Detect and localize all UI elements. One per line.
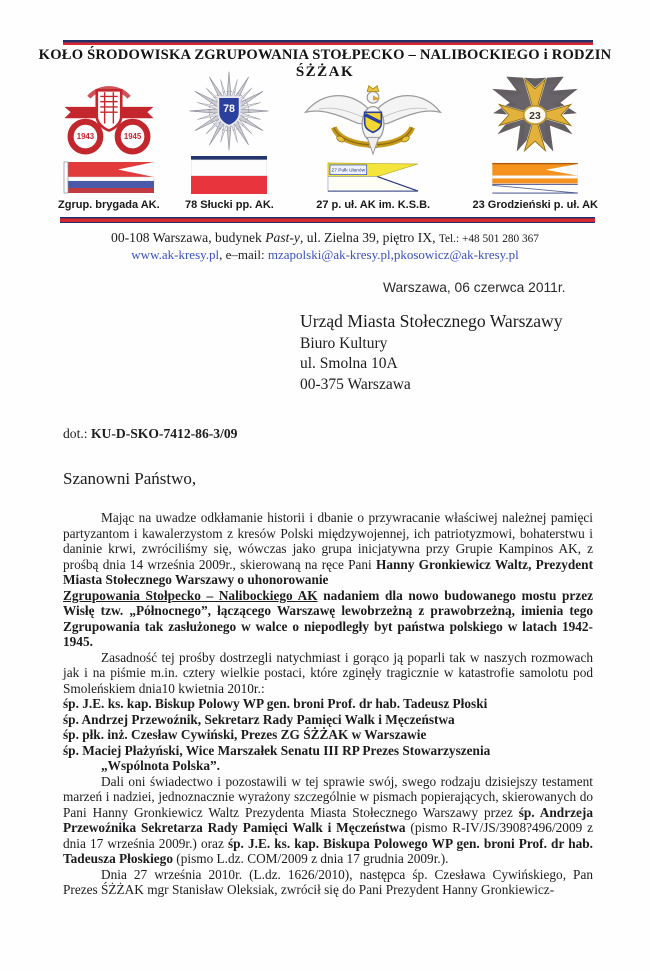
- list-item-cywinski: śp. płk. inż. Czesław Cywiński, Prezes ZG ŚŻŻAK w Warszawie: [63, 727, 427, 742]
- logo-caption: 23 Grodzieński p. uł. AK: [472, 199, 598, 211]
- letter-body: [63, 510, 593, 898]
- zgrup-brygada-pennant-icon: [62, 161, 156, 195]
- badge-number: 78: [223, 102, 236, 115]
- recipient-department: Biuro Kultury: [300, 334, 388, 352]
- logo-column-78-slucki: [185, 70, 274, 211]
- recipient-address-block: [300, 311, 650, 395]
- date-line: Warszawa, 06 czerwca 2011r.: [383, 280, 566, 295]
- polish-flag-icon: [191, 155, 267, 195]
- website-email-line: www.ak-kresy.pl, e–mail: mzapolski@ak-kresy.pl,pkosowicz@ak-kresy.pl: [131, 247, 519, 262]
- recipient-street: ul. Smolna 10A: [300, 355, 398, 372]
- badge-year-left: 1943: [76, 132, 94, 142]
- logo-caption: 27 p. uł. AK im. K.S.B.: [316, 199, 431, 211]
- paragraph-testament: Dali oni świadectwo i pozostawili w tej sprawie swój, swego rodzaju dzisiejszy testament marzeń i nadziei, jednoznacznie wyrażony szczególnie w pismach popierających, skierowanych do Pani Hanny Gronkiewicz Waltz Prezydenta Miasta Stołecznego Warszawy przez śp. Andrzeja Przewoźnika Sekretarza Rady Pamięci Walk i Męczeństwa (pismo R-IV/JS/3908?496/2009 z dnia 17 września 2009r.) oraz śp. J.E. ks. kap. Biskupa Polowego WP gen. broni Prof. dr hab. Tadeusza Płoskiego (pismo L.dz. COM/2009 z dnia 17 grudnia 2009r.).: [63, 773, 593, 866]
- organization-abbreviation: ŚŻŻAK: [295, 64, 355, 80]
- list-item-przewoznik: śp. Andrzej Przewoźnik, Sekretarz Rady Pamięci Walk i Męczeństwa: [63, 711, 455, 727]
- logo-column-zgrup-brygada: [58, 82, 160, 211]
- badge-number: 23: [529, 110, 542, 122]
- 78-slucki-star-badge-icon: [188, 70, 270, 152]
- recipient-city: 00-375 Warszawa: [300, 375, 411, 393]
- paragraph-oleksiak: Dnia 27 września 2010r. (L.dz. 1626/2010), następca śp. Czesława Cywińskiego, Pan Prezes ŚŻŻAK mgr Stanisław Oleksiak, zwrócił się do Pani Prezydent Hanny Gronkiewicz-: [63, 866, 593, 897]
- logo-column-23-grodzienski: [472, 71, 598, 211]
- recipient-name: Urząd Miasta Stołecznego Warszawy: [300, 311, 563, 331]
- letterhead-logos: [0, 81, 650, 211]
- 23-grodzienski-pennant-icon: [490, 162, 580, 195]
- paragraph-support: Zasadność tej prośby dostrzegli natychmiast i gorąco ją poparli tak w naszych rozmowach jak i na piśmie m.in. cztery wielkie postaci, które zginęły tragicznie w katastrofie samolotu pod Smoleńskiem dnia10 kwietnia 2010r.:: [63, 649, 593, 696]
- header-top-rule: [63, 40, 593, 45]
- 27-ulan-pennant-icon: [327, 162, 419, 195]
- stolpecko-nalibocki-badge-icon: [61, 82, 157, 158]
- address-line: 00-108 Warszawa, budynek Past-y, ul. Zielna 39, piętro IX, Tel.: +48 501 280 367: [111, 230, 539, 245]
- paragraph-intro: Mając na uwadze odkłamanie historii i dbanie o przywracanie właściwej należnej pamięci partyzantom i kawalerzystom z kresów Polski międzywojennej, ich patriotyzmowi, bohaterstwu i daninie krwi, zwróciliśmy się, wówczas jako grupa inicjatywna przy Grupie Kampinos AK, z prośbą dnia 14 września 2009r., skierowaną na ręce Pani Hanny Gronkiewicz Waltz, Prezydent Miasta Stołecznego Warszawy o uhonorowanie: [63, 510, 594, 587]
- reference-number-line: dot.: KU-D-SKO-7412-86-3/09: [63, 426, 238, 441]
- salutation: Szanowni Państwo,: [63, 469, 197, 488]
- list-item-plazynski: śp. Maciej Płażyński, Wice Marszałek Senatu III RP Prezes Stowarzyszenia: [63, 742, 491, 758]
- organization-title: KOŁO ŚRODOWISKA ZGRUPOWANIA STOŁPECKO – NALIBOCKIEGO i RODZIN: [38, 47, 612, 63]
- logo-caption: Zgrup. brygada AK.: [58, 199, 160, 211]
- list-item-ploski: śp. J.E. ks. kap. Biskup Polowy WP gen. broni Prof. dr hab. Tadeusz Płoski: [63, 696, 488, 711]
- 27-ulan-white-eagle-icon: [299, 79, 447, 159]
- 23-grodzienski-gold-cross-icon: [487, 71, 583, 159]
- logo-caption: 78 Słucki pp. AK.: [184, 199, 274, 211]
- logo-column-27-ulan: [299, 79, 447, 211]
- paragraph-request-bold: Zgrupowania Stołpecko – Nalibockiego AK nadaniem dla nowo budowanego mostu przez Wisłę tzw. „Północnego”, łączącego Warszawę lewobrzeżną z prawobrzeżną, imienia tego Zgrupowania tak zasłużonego w walce o niepodległy byt państwa polskiego w latach 1942-1945.: [63, 587, 593, 649]
- pennant-inscription: 27 Pułk Ułanów: [331, 168, 366, 174]
- list-item-wspolnota: „Wspólnota Polska”.: [101, 758, 220, 773]
- header-bottom-rule: [60, 217, 595, 223]
- badge-year-right: 1945: [123, 132, 142, 142]
